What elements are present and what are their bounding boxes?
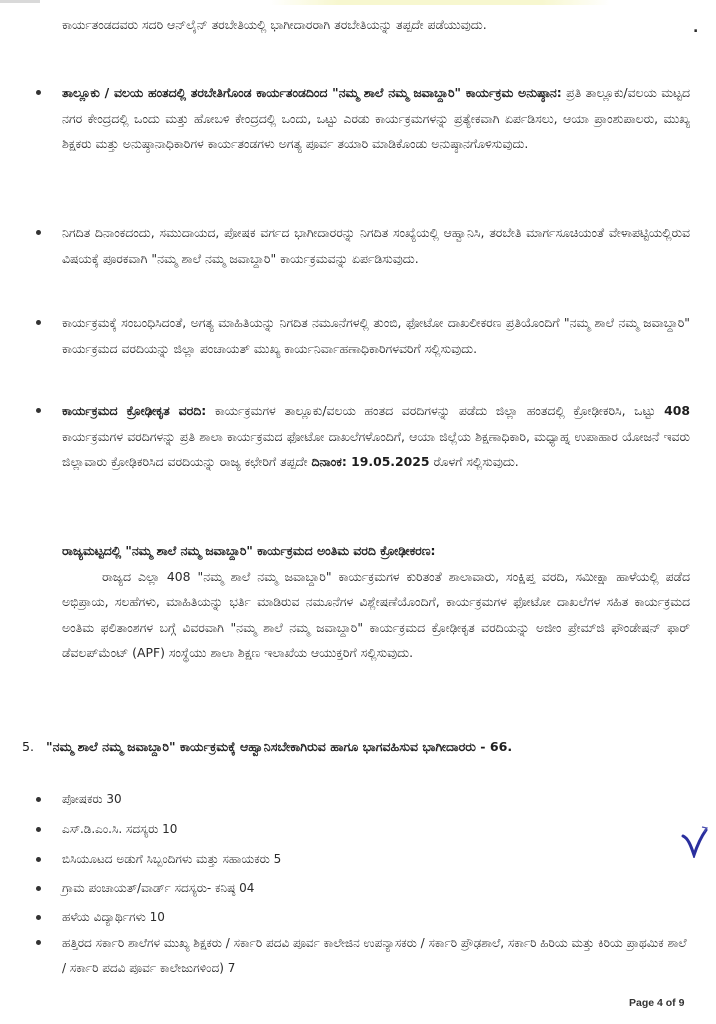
participant-item: ಹತ್ತಿರದ ಸರ್ಕಾರಿ ಶಾಲೆಗಳ ಮುಖ್ಯ ಶಿಕ್ಷಕರು / ಸರ್ಕಾರಿ ಪದವಿ ಪೂರ್ವ ಕಾಲೇಜಿನ ಉಪನ್ಯಾಸಕರು / ಸರ್ಕಾರಿ ಪ್ರೌಢಶಾಲೆ, ಸರ್ಕಾರಿ ಹಿರಿಯ ಮತ್ತು ಕಿರಿಯ ಪ್ರಾಥಮಿಕ ಶಾಲೆ / ಸರ್ಕಾರಿ ಪದವಿ ಪೂರ್ವ ಕಾಲೇಜುಗಳಿಂದ) 7 xyxy=(62,931,690,981)
top-highlight-strip xyxy=(270,0,610,5)
bullet-body-part3: ರೊಳಗೆ ಸಲ್ಲಿಸುವುದು. xyxy=(429,454,519,469)
bullet-heading: ತಾಲ್ಲೂಕು / ವಲಯ ಹಂತದಲ್ಲಿ ತರಬೇತಿಗೊಂಡ ಕಾರ್ಯತಂಡದಿಂದ "ನಮ್ಮ ಶಾಲೆ ನಮ್ಮ ಜವಾಬ್ದಾರಿ" ಕಾರ್ಯಕ್ರಮ ಅನುಷ್ಠಾನ: xyxy=(62,85,562,100)
participant-item: ಹಳೆಯ ವಿದ್ಯಾರ್ಥಿಗಳು 10 xyxy=(62,906,165,928)
participant-item: ಎಸ್.ಡಿ.ಎಂ.ಸಿ. ಸದಸ್ಯರು 10 xyxy=(62,818,177,840)
state-report-body: ರಾಜ್ಯದ ಎಲ್ಲಾ 408 "ನಮ್ಮ ಶಾಲೆ ನಮ್ಮ ಜವಾಬ್ದಾರಿ" ಕಾರ್ಯಕ್ರಮಗಳ ಕುರಿತಂತೆ ಶಾಲಾವಾರು, ಸಂಕ್ಷಿಪ್ತ ವರದಿ, ಸಮೀಕ್ಷಾ ಹಾಳೆಯಲ್ಲಿ ಪಡೆದ ಅಭಿಪ್ರಾಯ, ಸಲಹೆಗಳು, ಮಾಹಿತಿಯನ್ನು ಭರ್ತಿ ಮಾಡಿರುವ ನಮೂನೆಗಳ ವಿಶ್ಲೇಷಣೆಯೊಂದಿಗೆ, ಕಾರ್ಯಕ್ರಮಗಳ ಫೋಟೋ ದಾಖಲೆಗಳ ಸಹಿತ ಕಾರ್ಯಕ್ರಮದ ಅಂತಿಮ ಫಲಿತಾಂಶಗಳ ಬಗ್ಗೆ ವಿವರವಾಗಿ "ನಮ್ಮ ಶಾಲೆ ನಮ್ಮ ಜವಾಬ್ದಾರಿ" ಕಾರ್ಯಕ್ರಮದ ಕ್ರೋಢೀಕೃತ ವರದಿಯನ್ನು ಅಜೀಂ ಪ್ರೇಮ್‌ಜಿ ಫೌಂಡೇಷನ್ ಫಾರ್ ಡೆವಲಪ್‌ಮೆಂಟ್ (APF) ಸಂಸ್ಥೆಯು ಶಾಲಾ ಶಿಕ್ಷಣ ಇಲಾಖೆಯ ಆಯುಕ್ತರಿಗೆ ಸಲ್ಲಿಸುವುದು. xyxy=(62,568,690,660)
top-scan-artifact xyxy=(0,0,40,3)
bullet-taluk-implementation xyxy=(62,80,690,157)
intro-text: ಕಾರ್ಯತಂಡದವರು ಸದರಿ ಆನ್‌ಲೈನ್ ತರಬೇತಿಯಲ್ಲಿ ಭಾಗೀದಾರರಾಗಿ ತರಬೇತಿಯನ್ನು ತಪ್ಪದೇ ಪಡೆಯುವುದು. xyxy=(62,17,487,32)
section-title: "ನಮ್ಮ ಶಾಲೆ ನಮ್ಮ ಜವಾಬ್ದಾರಿ" ಕಾರ್ಯಕ್ರಮಕ್ಕೆ ಆಹ್ವಾನಿಸಬೇಕಾಗಿರುವ ಹಾಗೂ ಭಾಗವಹಿಸುವ ಭಾಗೀದಾರರು - 66. xyxy=(46,739,513,754)
bullet-body: ಕಾರ್ಯಕ್ರಮಕ್ಕೆ ಸಂಬಂಧಿಸಿದಂತೆ, ಅಗತ್ಯ ಮಾಹಿತಿಯನ್ನು ನಿಗದಿತ ನಮೂನೆಗಳಲ್ಲಿ ತುಂಬಿ, ಫೋಟೋ ದಾಖಲೀಕರಣ ಪ್ರತಿಯೊಂದಿಗೆ "ನಮ್ಮ ಶಾಲೆ ನಮ್ಮ ಜವಾಬ್ದಾರಿ" ಕಾರ್ಯಕ್ರಮದ ವರದಿಯನ್ನು ಜಿಲ್ಲಾ ಪಂಚಾಯತ್ ಮುಖ್ಯ ಕಾರ್ಯನಿರ್ವಾಹಣಾಧಿಕಾರಿಗಳವರಿಗೆ ಸಲ್ಲಿಸುವುದು. xyxy=(62,315,690,356)
bullet-body-part1: ಕಾರ್ಯಕ್ರಮಗಳ ತಾಲ್ಲೂಕು/ವಲಯ ಹಂತದ ವರದಿಗಳನ್ನು ಪಡೆದು ಜಿಲ್ಲಾ ಹಂತದಲ್ಲಿ ಕ್ರೋಢೀಕರಿಸಿ, ಒಟ್ಟು xyxy=(206,403,665,418)
participant-item: ಪೋಷಕರು 30 xyxy=(62,788,122,810)
page-number: Page 4 of 9 xyxy=(629,997,685,1009)
trailing-mark: . xyxy=(693,20,699,36)
deadline-date: ದಿನಾಂಕ: 19.05.2025 xyxy=(311,454,430,469)
bullet-body-part2: ಕಾರ್ಯಕ್ರಮಗಳ ವರದಿಗಳನ್ನು ಪ್ರತಿ ಶಾಲಾ ಕಾರ್ಯಕ್ರಮದ ಫೋಟೋ ದಾಖಲೆಗಳೊಂದಿಗೆ, ಆಯಾ ಜಿಲ್ಲೆಯ ಶಿಕ್ಷಣಾಧಿಕಾರಿ, ಮಧ್ಯಾಹ್ನ ಉಪಾಹಾರ ಯೋಜನೆ ಇವರು ಜಿಲ್ಲಾವಾರು ಕ್ರೋಢಿಕರಿಸಿದ ವರದಿಯನ್ನು ರಾಜ್ಯ ಕಛೇರಿಗೆ ತಪ್ಪದೇ xyxy=(62,428,690,469)
bullet-forms-photos xyxy=(62,310,690,361)
state-report-section xyxy=(62,538,690,666)
program-count: 408 xyxy=(664,403,690,418)
intro-paragraph xyxy=(62,12,674,38)
bullet-scheduled-date xyxy=(62,220,690,271)
section-number: 5. xyxy=(22,739,35,754)
state-report-heading: ರಾಜ್ಯಮಟ್ಟದಲ್ಲಿ "ನಮ್ಮ ಶಾಲೆ ನಮ್ಮ ಜವಾಬ್ದಾರಿ" ಕಾರ್ಯಕ್ರಮದ ಅಂತಿಮ ವರದಿ ಕ್ರೋಢೀಕರಣ: xyxy=(62,543,436,558)
bullet-heading: ಕಾರ್ಯಕ್ರಮದ ಕ್ರೋಢೀಕೃತ ವರದಿ: xyxy=(62,403,207,418)
bullet-body: ನಿಗದಿತ ದಿನಾಂಕದಂದು, ಸಮುದಾಯದ, ಪೋಷಕ ವರ್ಗದ ಭಾಗೀದಾರರನ್ನು ನಿಗದಿತ ಸಂಖ್ಯೆಯಲ್ಲಿ ಆಹ್ವಾನಿಸಿ, ತರಬೇತಿ ಮಾರ್ಗಸೂಚಿಯಂತೆ ವೇಳಾಪಟ್ಟಿಯಲ್ಲಿರುವ ವಿಷಯಕ್ಕೆ ಪೂರಕವಾಗಿ "ನಮ್ಮ ಶಾಲೆ ನಮ್ಮ ಜವಾಬ್ದಾರಿ" ಕಾರ್ಯಕ್ರಮವನ್ನು ಏರ್ಪಡಿಸುವುದು. xyxy=(62,225,690,266)
handwritten-initial-mark xyxy=(680,824,710,858)
section-5-heading xyxy=(22,733,690,760)
participant-item: ಗ್ರಾಮ ಪಂಚಾಯತ್/ವಾರ್ಡ್ ಸದಸ್ಯರು- ಕನಿಷ್ಠ 04 xyxy=(62,877,254,899)
bullet-body: ಪ್ರತಿ ತಾಲ್ಲೂಕು/ವಲಯ ಮಟ್ಟದ ನಗರ ಕೇಂದ್ರದಲ್ಲಿ ಒಂದು ಮತ್ತು ಹೋಬಳಿ ಕೇಂದ್ರದಲ್ಲಿ ಒಂದು, ಒಟ್ಟು ಎರಡು ಕಾರ್ಯಕ್ರಮಗಳನ್ನು ಪ್ರತ್ಯೇಕವಾಗಿ ಏರ್ಪಡಿಸಲು, ಆಯಾ ಪ್ರಾಂಶುಪಾಲರು, ಮುಖ್ಯ ಶಿಕ್ಷಕರು ಮತ್ತು ಅನುಷ್ಠಾನಾಧಿಕಾರಿಗಳ ಕಾರ್ಯತಂಡಗಳು ಅಗತ್ಯ ಪೂರ್ವ ತಯಾರಿ ಮಾಡಿಕೊಂಡು ಅನುಷ್ಠಾನಗೊಳಿಸುವುದು. xyxy=(62,85,691,151)
participant-item: ಬಿಸಿಯೂಟದ ಅಡುಗೆ ಸಿಬ್ಬಂದಿಗಳು ಮತ್ತು ಸಹಾಯಕರು 5 xyxy=(62,848,281,870)
bullet-consolidated-report xyxy=(62,398,690,475)
